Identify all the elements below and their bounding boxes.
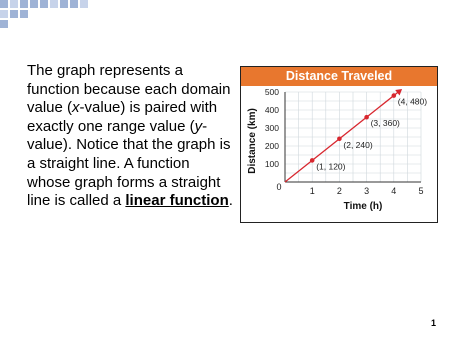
y-tick-label: 100 (264, 159, 279, 169)
text-part-end: . (228, 192, 233, 210)
text-part-1: The graph represents a function because each domain value ( (27, 62, 231, 117)
corner-square (0, 20, 8, 28)
y-tick-label: 500 (264, 87, 279, 97)
y-tick-label: 300 (264, 123, 279, 133)
x-tick-label: 5 (418, 186, 424, 196)
data-point-label: (3, 360) (370, 118, 400, 129)
data-point-label: (1, 120) (316, 161, 346, 172)
text-part-y: y (194, 117, 203, 135)
corner-square (0, 0, 8, 8)
chart-title: Distance Traveled (241, 67, 437, 86)
corner-square (20, 0, 28, 8)
corner-square (0, 10, 8, 18)
corner-square (10, 0, 18, 8)
x-axis-label: Time (h) (343, 201, 383, 212)
text-part-3: -value). Notice that the graph is a straight line. A function whose graph forms a straight line is called a (27, 117, 231, 210)
page-number: 1 (430, 318, 436, 328)
corner-square (20, 10, 28, 18)
corner-square (40, 0, 48, 8)
x-tick-label: 4 (391, 186, 397, 196)
data-point-label: (4, 480) (397, 96, 428, 107)
corner-square (50, 0, 58, 8)
linear-function-term: linear function (125, 192, 229, 210)
corner-square (80, 0, 88, 8)
corner-square (30, 0, 38, 8)
corner-square (60, 0, 68, 8)
data-point (310, 158, 315, 163)
x-tick-label: 0 (276, 182, 282, 192)
corner-square (10, 10, 18, 18)
text-part-x: x (72, 99, 80, 117)
corner-square (70, 0, 78, 8)
data-point (337, 137, 342, 142)
chart-plot-area (241, 86, 437, 222)
y-axis-label: Distance (km) (247, 108, 258, 174)
data-point-label: (2, 240) (343, 139, 373, 150)
x-tick-label: 1 (309, 186, 315, 196)
text-part-2: -value) is paired with exactly one range value ( (27, 99, 218, 135)
x-tick-label: 2 (336, 186, 342, 196)
distance-chart (240, 66, 438, 223)
corner-decoration (0, 0, 140, 40)
y-tick-label: 200 (264, 141, 279, 151)
slide-body-text (27, 62, 235, 211)
data-point (392, 93, 397, 98)
data-point (364, 115, 369, 120)
y-tick-label: 400 (264, 105, 279, 115)
x-tick-label: 3 (364, 186, 370, 196)
